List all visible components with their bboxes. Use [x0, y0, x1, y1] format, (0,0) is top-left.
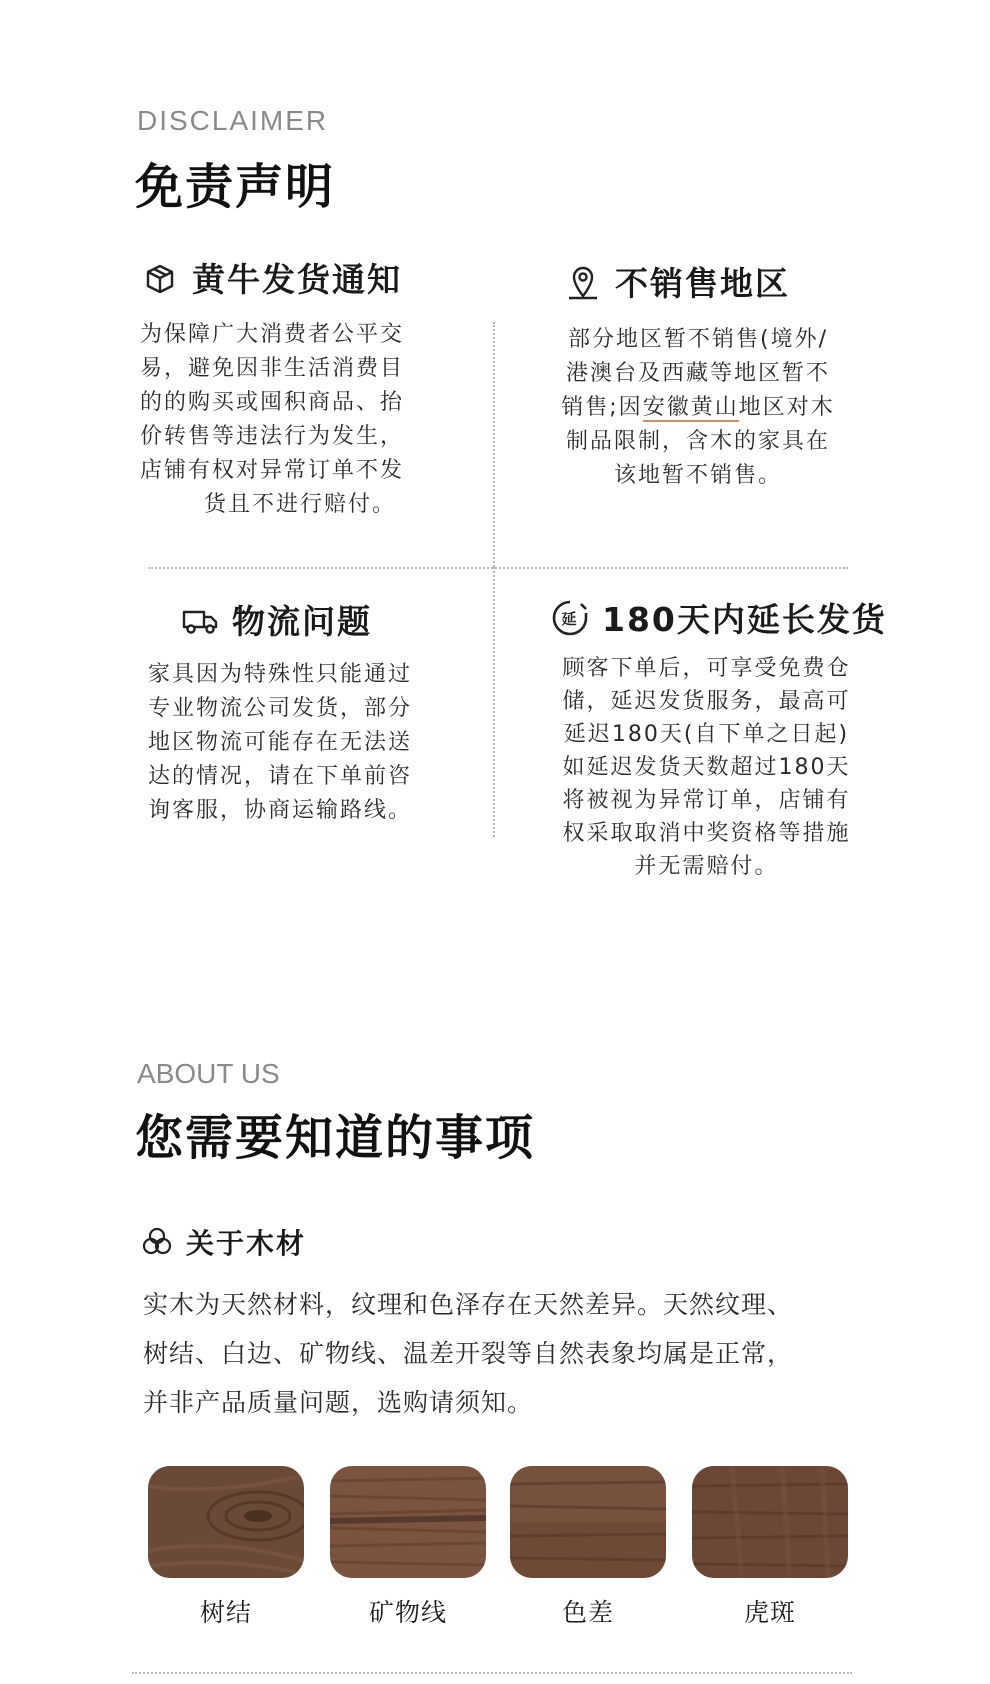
text-line: 易，避免因非生活消费目 — [140, 356, 405, 381]
text-line: 实木为天然材料，纹理和色泽存在天然差异。天然纹理、 — [143, 1290, 794, 1319]
text-line: 询客服，协商运输路线。 — [148, 798, 413, 823]
divider-bottom — [132, 1672, 852, 1674]
text-line: 地区物流可能存在无法送 — [148, 730, 413, 755]
text-line: 树结、白边、矿物线、温差开裂等自然表象均属是正常， — [143, 1339, 794, 1368]
wood-swatch-tiger-stripe — [692, 1466, 848, 1578]
text-line: 的的购买或囤积商品、抬 — [140, 390, 405, 415]
text-line: 达的情况，请在下单前咨 — [148, 764, 413, 789]
block-title-text: 180天内延长发货 — [602, 600, 887, 639]
divider-vertical-top — [493, 322, 495, 567]
wood-title-text: 关于木材 — [186, 1227, 307, 1260]
text-line: 将被视为异常订单，店铺有 — [562, 788, 851, 813]
text-segment: 地区对木 — [738, 395, 835, 420]
text-line: 部分地区暂不销售(境外/ — [568, 327, 828, 352]
delivery-truck-icon — [180, 600, 220, 640]
section-eyebrow-disclaimer: DISCLAIMER — [137, 105, 329, 136]
box-icon — [140, 258, 180, 298]
text-line: 专业物流公司发货，部分 — [148, 696, 413, 721]
block-title-restricted-regions — [563, 258, 790, 305]
svg-text:延: 延 — [561, 609, 579, 628]
text-line: 货且不进行赔付。 — [203, 492, 396, 517]
text-line: 该地暂不销售。 — [613, 463, 782, 488]
wood-swatch-mineral-streak — [330, 1466, 486, 1578]
text-line: 店铺有权对异常订单不发 — [140, 458, 405, 483]
block-title-text: 物流问题 — [232, 602, 372, 641]
wood-swatch-label: 色差 — [561, 1598, 614, 1627]
divider-vertical-bottom — [493, 567, 495, 837]
text-line: 权采取取消中奖资格等措施 — [562, 821, 851, 846]
text-line: 延迟180天(自下单之日起) — [563, 722, 850, 747]
text-segment: 销售;因 — [561, 395, 643, 420]
block-title-delayed-shipping — [550, 594, 887, 641]
wood-swatch-label: 树结 — [199, 1598, 252, 1627]
wood-section-title — [140, 1222, 306, 1262]
block-title-logistics — [180, 596, 372, 643]
three-circles-icon — [140, 1225, 174, 1259]
wood-swatch-label: 矿物线 — [368, 1598, 447, 1627]
block-title-text: 不销售地区 — [615, 264, 790, 303]
text-line: 港澳台及西藏等地区暂不 — [565, 361, 830, 386]
block-text-scalper — [140, 318, 460, 522]
block-title-scalper — [140, 254, 402, 301]
highlighted-region: 安徽黄山 — [642, 395, 739, 420]
page-title-about: 您需要知道的事项 — [135, 1110, 536, 1166]
text-line — [538, 391, 858, 425]
delay-badge-icon — [550, 598, 590, 638]
block-text-delayed-shipping — [534, 652, 879, 883]
divider-horizontal — [148, 567, 848, 569]
wood-swatch-color-variation — [510, 1466, 666, 1578]
wood-swatch-label: 虎斑 — [743, 1598, 796, 1627]
location-pin-icon — [563, 262, 603, 302]
text-line: 为保障广大消费者公平交 — [140, 322, 405, 347]
block-title-text: 黄牛发货通知 — [192, 260, 402, 299]
text-line: 顾客下单后，可享受免费仓 — [562, 656, 851, 681]
text-line: 制品限制，含木的家具在 — [565, 429, 830, 454]
text-line: 储，延迟发货服务，最高可 — [562, 689, 851, 714]
text-line: 家具因为特殊性只能通过 — [148, 662, 413, 687]
wood-swatch-knot — [148, 1466, 304, 1578]
block-text-logistics — [148, 658, 468, 828]
block-text-restricted-regions — [538, 323, 858, 493]
page-title-disclaimer: 免责声明 — [135, 159, 336, 215]
text-line: 价转售等违法行为发生， — [140, 424, 405, 449]
text-line: 并非产品质量问题，选购请须知。 — [143, 1388, 534, 1417]
wood-description — [143, 1280, 843, 1427]
text-line: 如延迟发货天数超过180天 — [562, 755, 851, 780]
section-eyebrow-about: ABOUT US — [137, 1058, 280, 1089]
text-line: 并无需赔付。 — [634, 854, 779, 879]
